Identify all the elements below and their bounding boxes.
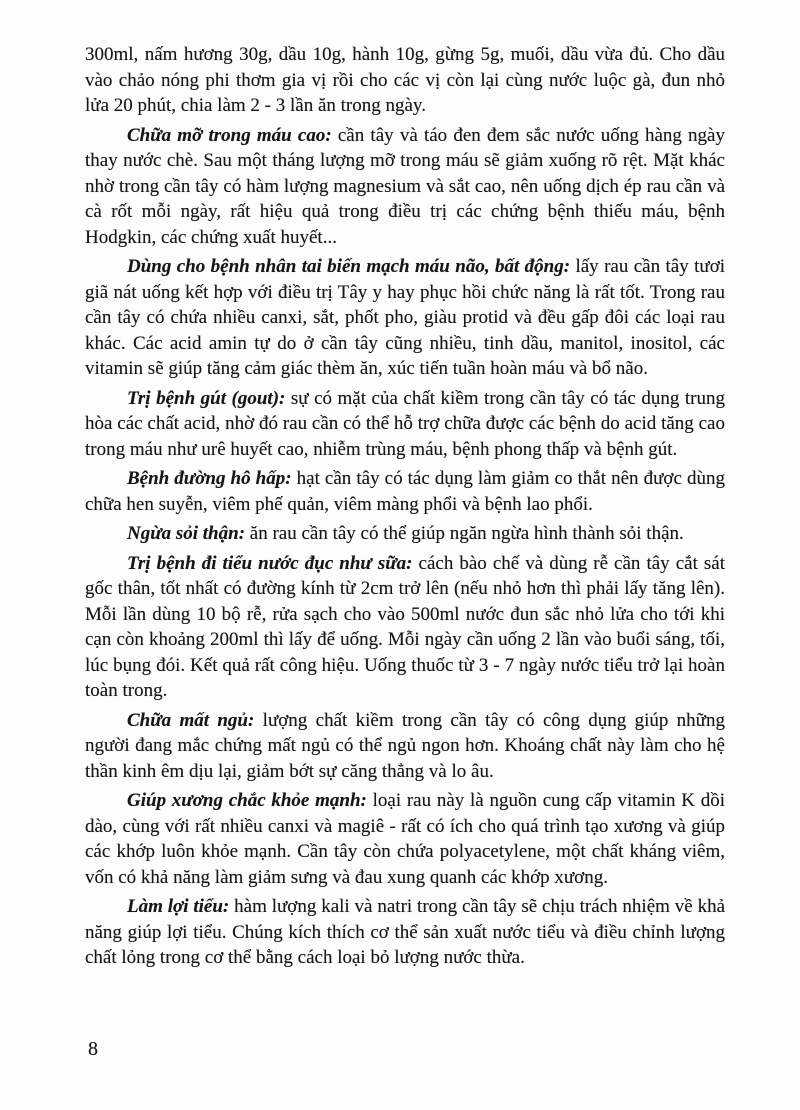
paragraph-text: loại rau này là nguồn cung cấp vitamin K dồi dào, cùng với rất nhiều canxi và magiê - rất có ích cho quá trình tạo xương và giúp các khớp luôn khỏe mạnh. Cần tây còn chứa polyacetylene, một chất kháng viêm, vốn có khả năng làm giảm sưng và đau xung quanh các khớp xương. (85, 790, 726, 888)
paragraph-text: hạt cần tây có tác dụng làm giảm co thắt nên được dùng chữa hen suyễn, viêm phế quản, viêm màng phổi và bệnh lao phổi. (85, 468, 725, 515)
paragraph-text: 300ml, nấm hương 30g, dầu 10g, hành 10g, gừng 5g, muối, dầu vừa đủ. Cho dầu vào chảo nóng phi thơm gia vị rồi cho các vị còn lại cùng nước luộc gà, đun nhỏ lửa 20 phút, chia làm 2 - 3 lần ăn trong ngày. (85, 44, 725, 116)
paragraph-text: ăn rau cần tây có thể giúp ngăn ngừa hình thành sỏi thận. (249, 523, 684, 544)
paragraph-text: hàm lượng kali và natri trong cần tây sẽ chịu trách nhiệm về khả năng giúp lợi tiểu. Chúng kích thích cơ thể sản xuất nước tiểu và điều chỉnh lượng chất lỏng trong cơ thể bằng cách loại bỏ lượng nước thừa. (85, 896, 726, 968)
paragraph-heading: Bệnh đường hô hấp: (127, 468, 292, 489)
paragraph-heading: Ngừa sỏi thận: (127, 523, 246, 544)
paragraph-heading: Trị bệnh gút (gout): (127, 387, 286, 409)
paragraph-heading: Trị bệnh đi tiểu nước đục như sữa: (127, 552, 413, 574)
paragraph (85, 551, 725, 704)
paragraph-heading: Chữa mỡ trong máu cao: (127, 124, 332, 146)
paragraph-continuation (85, 42, 725, 119)
page-number: 8 (88, 1038, 98, 1060)
paragraph-heading: Giúp xương chắc khỏe mạnh: (127, 790, 367, 811)
paragraph (85, 254, 725, 382)
paragraph (85, 123, 725, 251)
paragraph (85, 386, 725, 463)
paragraph (85, 788, 725, 890)
paragraph (85, 521, 725, 547)
paragraph (85, 466, 725, 517)
paragraph-heading: Làm lợi tiểu: (127, 896, 230, 917)
paragraph-heading: Chữa mất ngủ: (127, 709, 255, 731)
paragraph-text: lấy rau cần tây tươi giã nát uống kết hợp với điều trị Tây y hay phục hồi chức năng là rất tốt. Trong rau cần tây có chứa nhiều canxi, sắt, phốt pho, giàu protid và đều gấp đôi các loại rau khác. Các acid amin tự do ở cần tây cũng nhiều, tinh dầu, manitol, inositol, các vitamin sẽ giúp tăng cảm giác thèm ăn, xúc tiến tuần hoàn máu và bổ não. (85, 256, 726, 379)
paragraph-text: sự có mặt của chất kiềm trong cần tây có tác dụng trung hòa các chất acid, nhờ đó rau cần có thể hỗ trợ chữa được các bệnh do acid tăng cao trong máu như urê huyết cao, nhiễm trùng máu, bệnh phong thấp và bệnh gút. (85, 387, 725, 460)
paragraph (85, 708, 725, 785)
paragraph (85, 894, 725, 971)
page-body (85, 42, 725, 975)
paragraph-text: cần tây và táo đen đem sắc nước uống hàng ngày thay nước chè. Sau một tháng lượng mỡ trong máu sẽ giảm xuống rõ rệt. Mặt khác nhờ trong cần tây có hàm lượng magnesium và sắt cao, nên uống dịch ép rau cần và cà rốt mỗi ngày, rất hiệu quả trong điều trị các chứng bệnh thiếu máu, bệnh Hodgkin, các chứng xuất huyết... (85, 124, 725, 248)
paragraph-text: lượng chất kiềm trong cần tây có công dụng giúp những người đang mắc chứng mất ngủ có thể ngủ ngon hơn. Khoáng chất này làm cho hệ thần kinh êm dịu lại, giảm bớt sự căng thẳng và lo âu. (85, 709, 725, 782)
paragraph-text: cách bào chế và dùng rễ cần tây cắt sát gốc thân, tốt nhất có đường kính từ 2cm trở lên (nếu nhỏ hơn thì phải lấy tăng lên). Mỗi lần dùng 10 bộ rễ, rửa sạch cho vào 500ml nước đun sắc nhỏ lửa cho tới khi cạn còn khoảng 200ml thì lấy để uống. Mỗi ngày cần uống 2 lần vào buổi sáng, tối, lúc bụng đói. Kết quả rất công hiệu. Uống thuốc từ 3 - 7 ngày nước tiểu trở lại hoàn toàn trong. (85, 552, 726, 701)
paragraph-heading: Dùng cho bệnh nhân tai biến mạch máu não, bất động: (127, 256, 571, 277)
